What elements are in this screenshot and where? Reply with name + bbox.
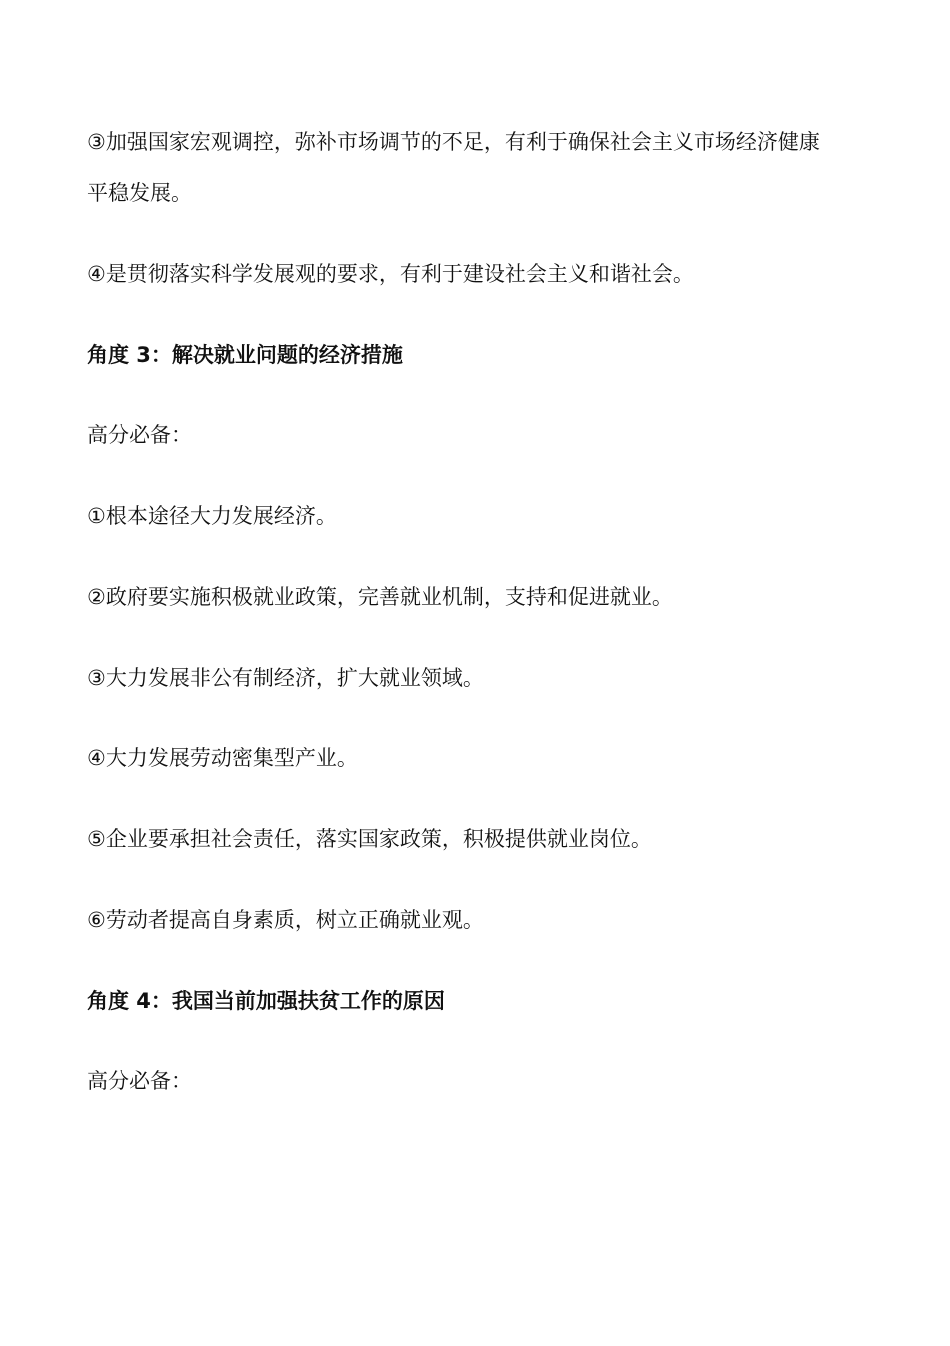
list-item: ②政府要实施积极就业政策，完善就业机制，支持和促进就业。 (87, 585, 673, 609)
list-item: ①根本途径大力发展经济。 (87, 504, 337, 528)
list-item: ③大力发展非公有制经济，扩大就业领域。 (87, 666, 484, 690)
list-item: ④大力发展劳动密集型产业。 (87, 746, 358, 770)
list-item: ⑥劳动者提高自身素质，树立正确就业观。 (87, 908, 484, 932)
paragraph-point3-line1: ③加强国家宏观调控，弥补市场调节的不足，有利于确保社会主义市场经济健康 (87, 130, 820, 154)
paragraph-point4: ④是贯彻落实科学发展观的要求，有利于建设社会主义和谐社会。 (87, 262, 694, 286)
section-label-angle4: 高分必备： (87, 1069, 192, 1093)
paragraph-point3-line2: 平稳发展。 (87, 181, 192, 205)
list-item: ⑤企业要承担社会责任，落实国家政策，积极提供就业岗位。 (87, 827, 652, 851)
section-heading-angle4: 角度 4：我国当前加强扶贫工作的原因 (87, 989, 445, 1013)
section-label-angle3: 高分必备： (87, 423, 192, 447)
section-heading-angle3: 角度 3：解决就业问题的经济措施 (87, 343, 403, 367)
